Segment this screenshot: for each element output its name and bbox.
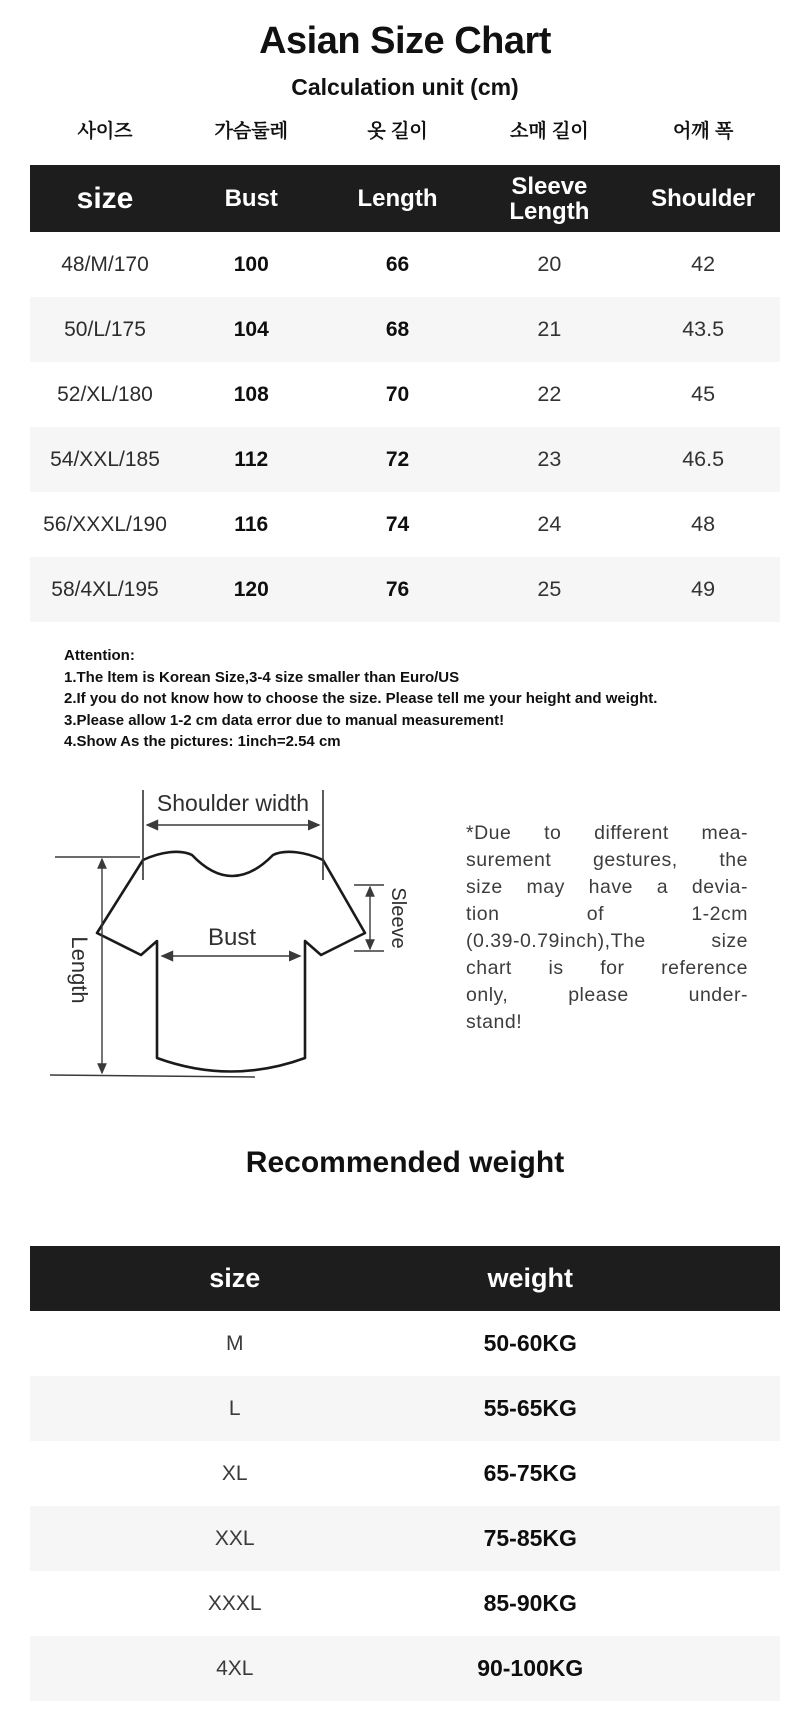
weight-cell-size: L <box>228 1396 241 1420</box>
weight-table-header <box>30 1246 780 1311</box>
attention-line: 1.The ltem is Korean Size,3-4 size smaller than Euro/US <box>64 668 460 686</box>
cell-length: 72 <box>385 447 410 471</box>
weight-row <box>30 1636 780 1701</box>
cell-sleeve: 23 <box>537 447 562 471</box>
header-cell-size: size <box>76 182 134 215</box>
note-line: *Due to different mea- <box>466 822 748 844</box>
cell-sleeve: 24 <box>537 512 562 536</box>
weight-row <box>30 1506 780 1571</box>
cell-sleeve: 21 <box>537 317 562 341</box>
korean-header-row <box>30 112 780 146</box>
korean-header-shoulder: 어깨 폭 <box>672 120 734 142</box>
cell-length: 68 <box>385 317 410 341</box>
cell-length: 66 <box>385 252 410 276</box>
header-sleeve-line2: Length <box>509 197 590 225</box>
weight-table-body <box>30 1311 780 1701</box>
recommended-weight-title: Recommended weight <box>245 1146 565 1179</box>
weight-cell-size: M <box>226 1331 244 1355</box>
header-sleeve-line1: Sleeve <box>511 172 588 200</box>
measurement-note <box>466 820 748 1036</box>
cell-size: 56/XXXL/190 <box>43 512 167 536</box>
korean-header-bust: 가슴둘레 <box>214 120 288 142</box>
weight-row <box>30 1441 780 1506</box>
shoulder-width-label: Shoulder width <box>156 790 310 816</box>
weight-row <box>30 1571 780 1636</box>
cell-sleeve: 25 <box>537 577 562 601</box>
attention-line: 4.Show As the pictures: 1inch=2.54 cm <box>64 733 341 750</box>
note-line: only, please under- <box>466 984 748 1006</box>
weight-row <box>30 1311 780 1376</box>
header-cell-bust: Bust <box>224 185 278 212</box>
page-title: Asian Size Chart <box>259 20 551 62</box>
korean-header-length: 옷 길이 <box>367 120 428 142</box>
weight-cell-size: XXL <box>214 1526 255 1550</box>
cell-bust: 120 <box>233 577 269 601</box>
page-subtitle: Calculation unit (cm) <box>291 74 519 100</box>
cell-length: 76 <box>385 577 410 601</box>
cell-length: 70 <box>385 382 410 406</box>
weight-header-cell-weight: weight <box>487 1263 573 1293</box>
note-line: stand! <box>466 1011 523 1033</box>
sleeve-label: Sleeve <box>387 887 409 949</box>
header-cell-sleeve-length <box>473 174 627 224</box>
weight-cell-weight: 75-85KG <box>483 1525 577 1551</box>
cell-bust: 104 <box>233 317 269 341</box>
table-row <box>30 557 780 622</box>
weight-cell-weight: 85-90KG <box>483 1590 577 1616</box>
tshirt-outline <box>97 852 365 1072</box>
cell-shoulder: 48 <box>691 512 716 536</box>
korean-header-size: 사이즈 <box>77 120 133 142</box>
length-label: Length <box>67 936 92 1004</box>
size-table-header <box>30 165 780 232</box>
tshirt-measurement-diagram <box>40 745 440 1090</box>
cell-size: 58/4XL/195 <box>51 577 159 601</box>
cell-shoulder: 46.5 <box>682 447 725 471</box>
note-line: tion of 1-2cm <box>466 903 748 925</box>
table-row <box>30 232 780 297</box>
table-row <box>30 297 780 362</box>
cell-bust: 112 <box>234 447 269 471</box>
note-line: chart is for reference <box>466 957 748 979</box>
note-line: size may have a devia- <box>466 876 748 898</box>
note-line: (0.39-0.79inch),The size <box>466 930 748 952</box>
header-cell-shoulder: Shoulder <box>651 185 756 212</box>
cell-bust: 108 <box>233 382 269 406</box>
weight-cell-size: XXXL <box>207 1591 262 1615</box>
cell-size: 52/XL/180 <box>57 382 153 406</box>
cell-size: 54/XXL/185 <box>50 447 160 471</box>
cell-shoulder: 43.5 <box>682 317 725 341</box>
note-line: surement gestures, the <box>466 849 748 871</box>
attention-line: 2.If you do not know how to choose the size. Please tell me your height and weight. <box>64 690 658 707</box>
weight-cell-weight: 50-60KG <box>483 1330 577 1356</box>
cell-shoulder: 45 <box>691 382 716 406</box>
weight-cell-size: 4XL <box>216 1656 254 1680</box>
cell-sleeve: 22 <box>537 382 562 406</box>
cell-shoulder: 42 <box>691 252 716 276</box>
weight-cell-weight: 55-65KG <box>483 1395 577 1421</box>
cell-bust: 100 <box>233 252 269 276</box>
cell-bust: 116 <box>234 512 269 536</box>
korean-header-sleeve: 소매 길이 <box>510 120 589 142</box>
weight-cell-size: XL <box>221 1461 248 1485</box>
weight-cell-weight: 65-75KG <box>483 1460 577 1486</box>
length-bottom-baseline <box>50 1075 255 1077</box>
table-row <box>30 427 780 492</box>
attention-title: Attention: <box>64 647 135 664</box>
table-row <box>30 362 780 427</box>
weight-row <box>30 1376 780 1441</box>
cell-size: 48/M/170 <box>61 252 149 276</box>
size-table-body <box>30 232 780 622</box>
weight-header-cell-size: size <box>209 1263 261 1293</box>
header-cell-length: Length <box>357 185 438 212</box>
cell-length: 74 <box>385 512 410 536</box>
weight-cell-weight: 90-100KG <box>477 1655 584 1681</box>
attention-block <box>64 645 784 753</box>
attention-line: 3.Please allow 1-2 cm data error due to manual measurement! <box>64 711 505 729</box>
bust-label: Bust <box>207 924 257 951</box>
cell-size: 50/L/175 <box>64 317 146 341</box>
table-row <box>30 492 780 557</box>
cell-sleeve: 20 <box>537 252 562 276</box>
cell-shoulder: 49 <box>691 577 716 601</box>
